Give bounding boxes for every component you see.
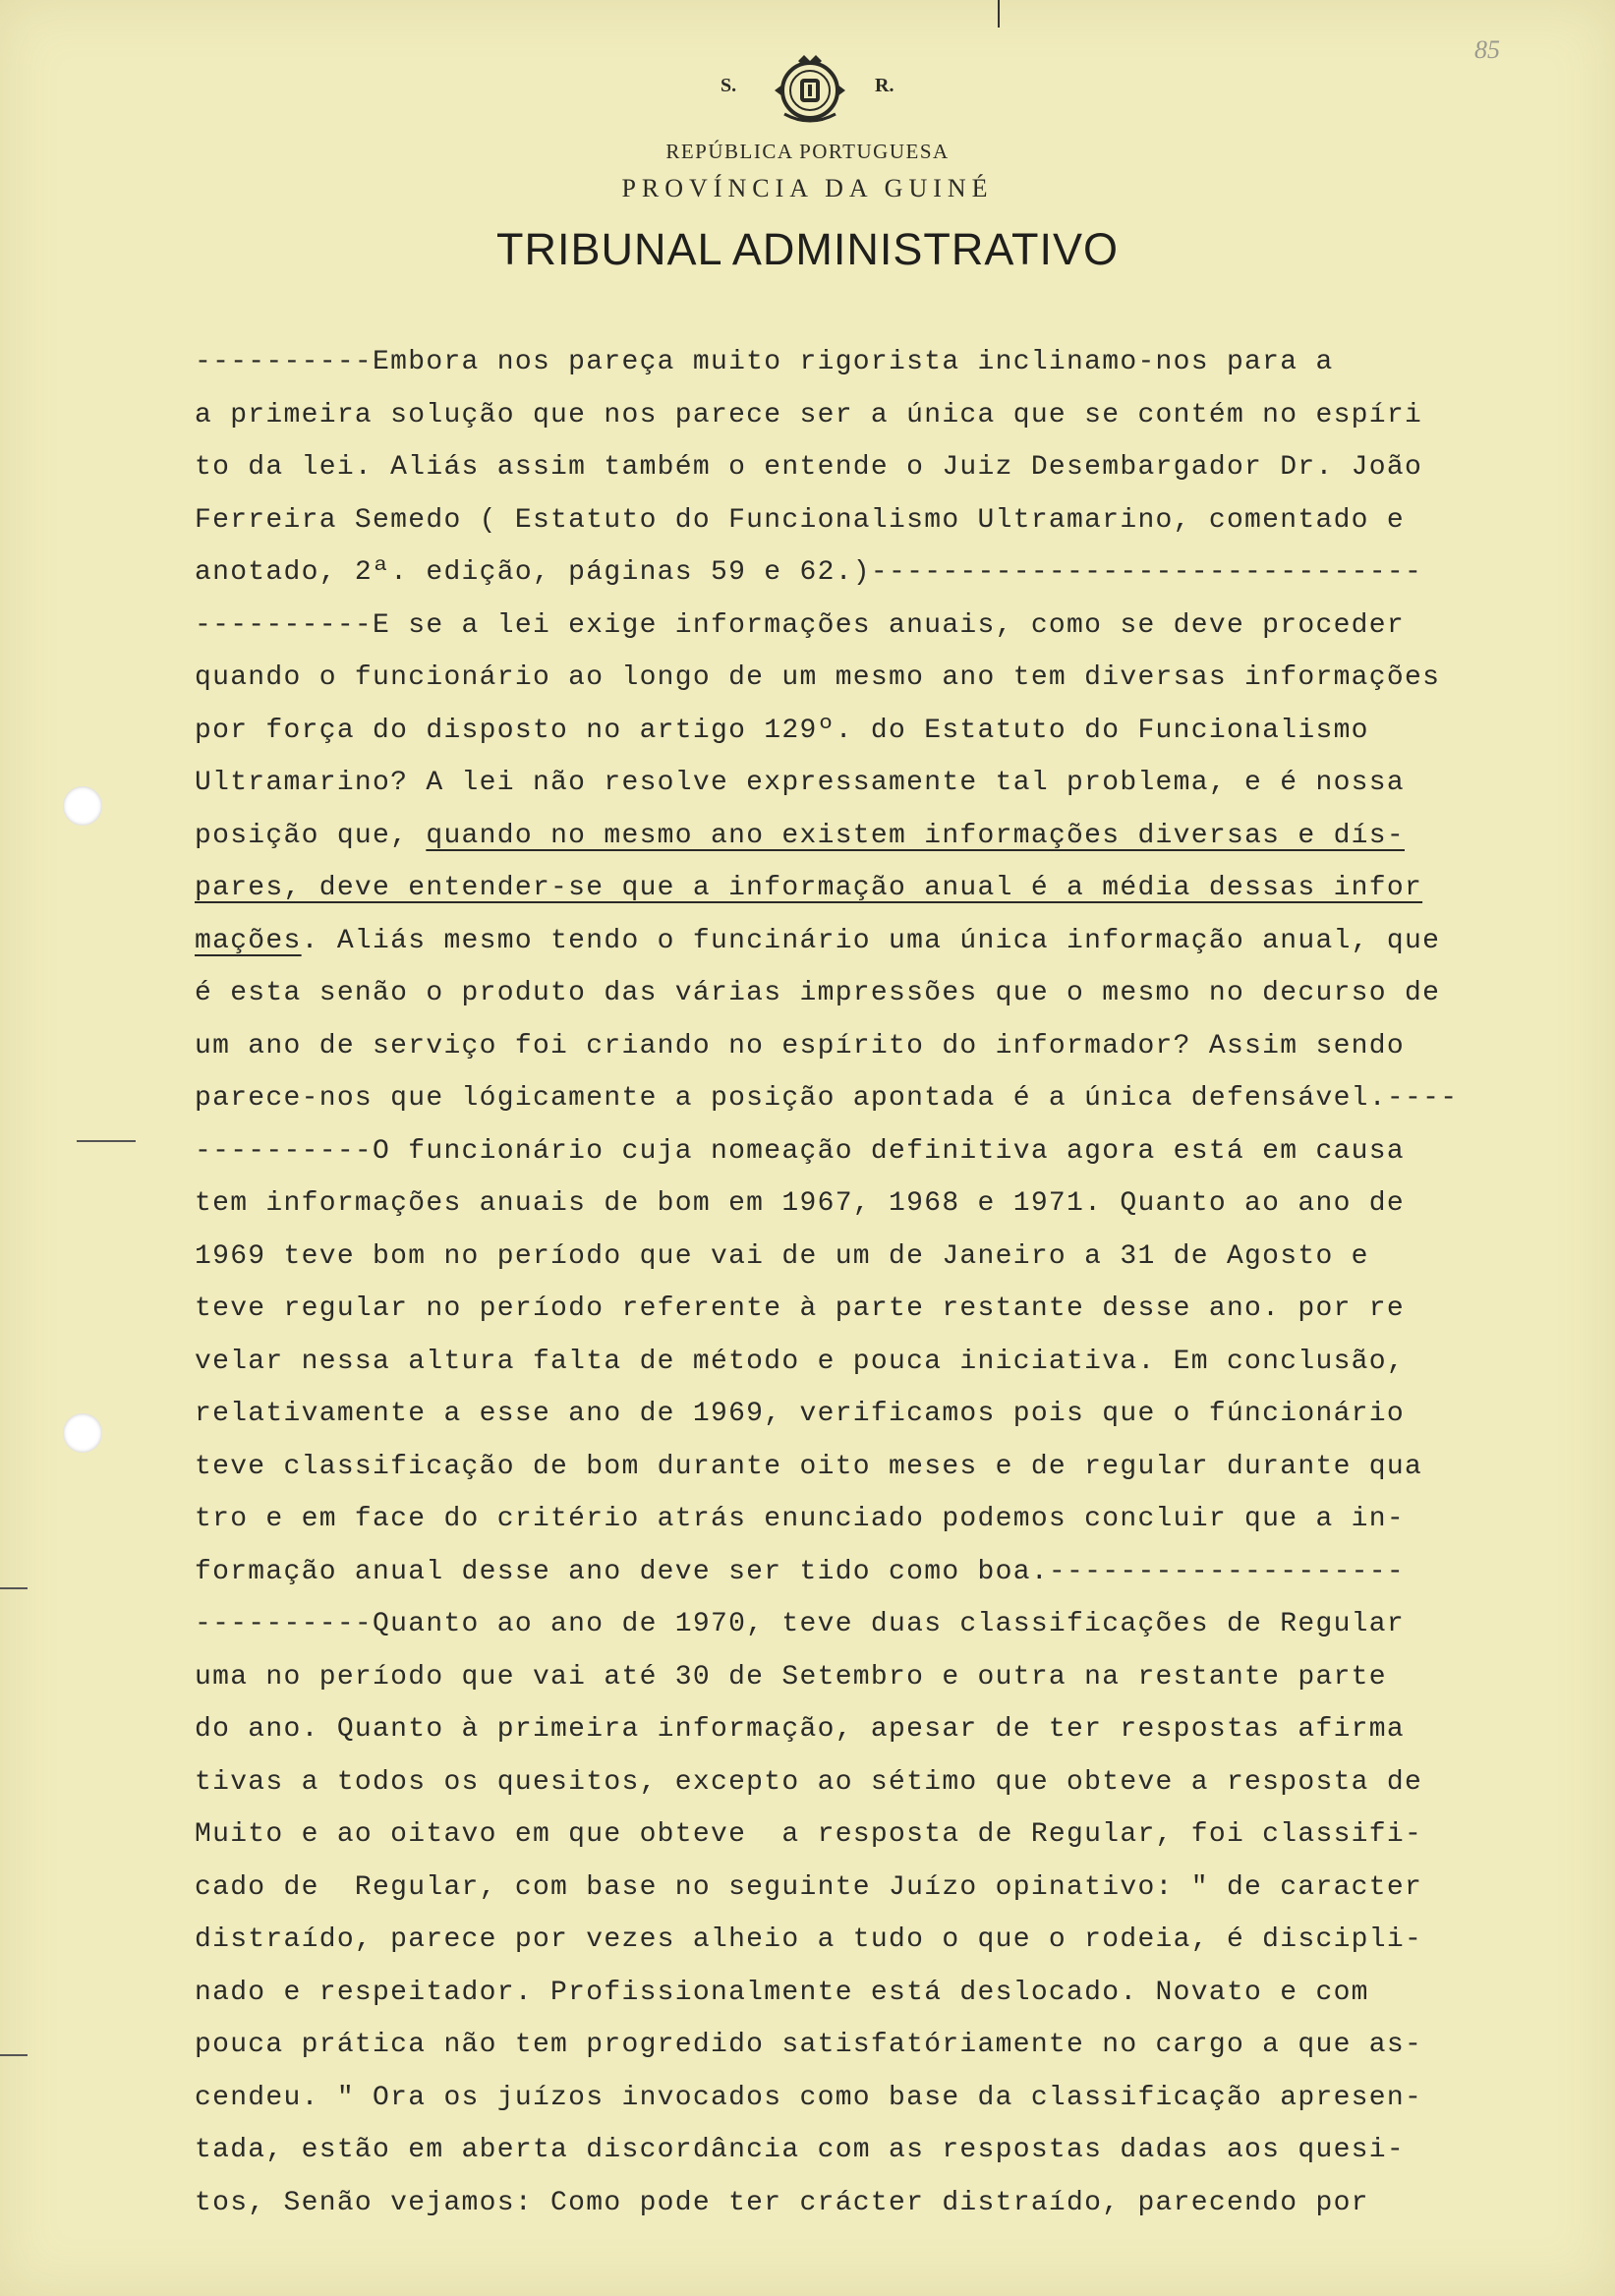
- republic-heading: REPÚBLICA PORTUGUESA: [665, 140, 950, 163]
- text-line: distraído, parece por vezes alheio a tudo o que o rodeia, é discipli-: [195, 1924, 1423, 1955]
- underlined-text: quando no mesmo ano existem informações diversas e dís-: [426, 820, 1405, 851]
- text-line: ----------Embora nos pareça muito rigorista inclinamo-nos para a: [195, 347, 1334, 377]
- underlined-text: pares, deve entender-se que a informação anual é a média dessas infor: [195, 873, 1423, 903]
- text-line: teve classificação de bom durante oito meses e de regular durante qua: [195, 1451, 1423, 1482]
- text-line: é esta senão o produto das várias impressões que o mesmo no decurso de: [195, 978, 1441, 1008]
- underlined-text: mações: [195, 925, 302, 956]
- punch-hole: [63, 786, 102, 826]
- text-line: a primeira solução que nos parece ser a única que se contém no espíri: [195, 399, 1423, 430]
- coat-of-arms-icon: [769, 51, 851, 126]
- text-line: Muito e ao oitavo em que obteve a resposta de Regular, foi classifi-: [195, 1819, 1423, 1850]
- text-line: tro e em face do critério atrás enunciado podemos concluir que a in-: [195, 1504, 1405, 1534]
- text-line: tem informações anuais de bom em 1967, 1968 e 1971. Quanto ao ano de: [195, 1188, 1405, 1219]
- text-line: ----------Quanto ao ano de 1970, teve duas classificações de Regular: [195, 1609, 1405, 1639]
- text-line: ----------E se a lei exige informações anuais, como se deve proceder: [195, 609, 1405, 641]
- document-body: [195, 336, 1551, 2229]
- margin-mark: [0, 2054, 28, 2056]
- text-line: formação anual desse ano deve ser tido como boa.--------------------: [195, 1556, 1405, 1587]
- text-line: tada, estão em aberta discordância com as respostas dadas aos quesi-: [195, 2135, 1405, 2165]
- text-line: nado e respeitador. Profissionalmente está deslocado. Novato e com: [195, 1977, 1369, 2008]
- top-tick-mark: [998, 0, 1000, 28]
- text-line: to da lei. Aliás assim também o entende o Juiz Desembargador Dr. João: [195, 452, 1423, 483]
- text-line: ----------O funcionário cuja nomeação definitiva agora está em causa: [195, 1135, 1405, 1167]
- text-line: tivas a todos os quesitos, excepto ao sétimo que obteve a resposta de: [195, 1766, 1423, 1798]
- text-line: quando o funcionário ao longo de um mesmo ano tem diversas informações: [195, 662, 1441, 693]
- text-line: Ferreira Semedo ( Estatuto do Funcionalismo Ultramarino, comentado e: [195, 504, 1405, 536]
- text-line: uma no período que vai até 30 de Setembro e outra na restante parte: [195, 1661, 1387, 1693]
- text-line: do ano. Quanto à primeira informação, apesar de ter respostas afirma: [195, 1714, 1405, 1745]
- letterhead: [0, 39, 1615, 274]
- text-line: [195, 810, 1551, 863]
- text-line: velar nessa altura falta de método e pouca iniciativa. Em conclusão,: [195, 1346, 1405, 1377]
- text-line: anotado, 2ª. edição, páginas 59 e 62.)-------------------------------: [195, 557, 1423, 588]
- text-line: um ano de serviço foi criando no espírito do informador? Assim sendo: [195, 1030, 1405, 1062]
- margin-mark: [0, 1587, 28, 1589]
- text-line: teve regular no período referente à parte restante desse ano. por re: [195, 1293, 1405, 1324]
- page-number: 85: [1474, 35, 1500, 64]
- punch-hole: [63, 1413, 102, 1453]
- text-span: . Aliás mesmo tendo o funcinário uma única informação anual, que: [301, 925, 1441, 956]
- text-span: posição que,: [195, 820, 427, 851]
- margin-mark: [77, 1140, 136, 1142]
- province-heading: PROVÍNCIA DA GUINÉ: [621, 174, 994, 202]
- text-line: pouca prática não tem progredido satisfatóriamente no cargo a que as-: [195, 2030, 1423, 2060]
- text-line: Ultramarino? A lei não resolve expressamente tal problema, e é nossa: [195, 768, 1405, 798]
- text-line: por força do disposto no artigo 129º. do Estatuto do Funcionalismo: [195, 715, 1369, 746]
- sr-left-label: S.: [721, 75, 737, 96]
- text-line: 1969 teve bom no período que vai de um de Janeiro a 31 de Agosto e: [195, 1240, 1369, 1272]
- text-line: tos, Senão vejamos: Como pode ter crácter distraído, parecendo por: [195, 2187, 1369, 2218]
- tribunal-title: TRIBUNAL ADMINISTRATIVO: [495, 224, 1120, 274]
- text-line: parece-nos que lógicamente a posição apontada é a única defensável.----: [195, 1083, 1459, 1114]
- text-line: [195, 862, 1551, 915]
- text-line: [195, 915, 1551, 968]
- text-line: cado de Regular, com base no seguinte Juízo opinativo: " de caracter: [195, 1871, 1423, 1903]
- text-line: relativamente a esse ano de 1969, verificamos pois que o fúncionário: [195, 1399, 1405, 1429]
- sr-right-label: R.: [875, 75, 894, 96]
- text-line: cendeu. " Ora os juízos invocados como base da classificação apresen-: [195, 2082, 1423, 2113]
